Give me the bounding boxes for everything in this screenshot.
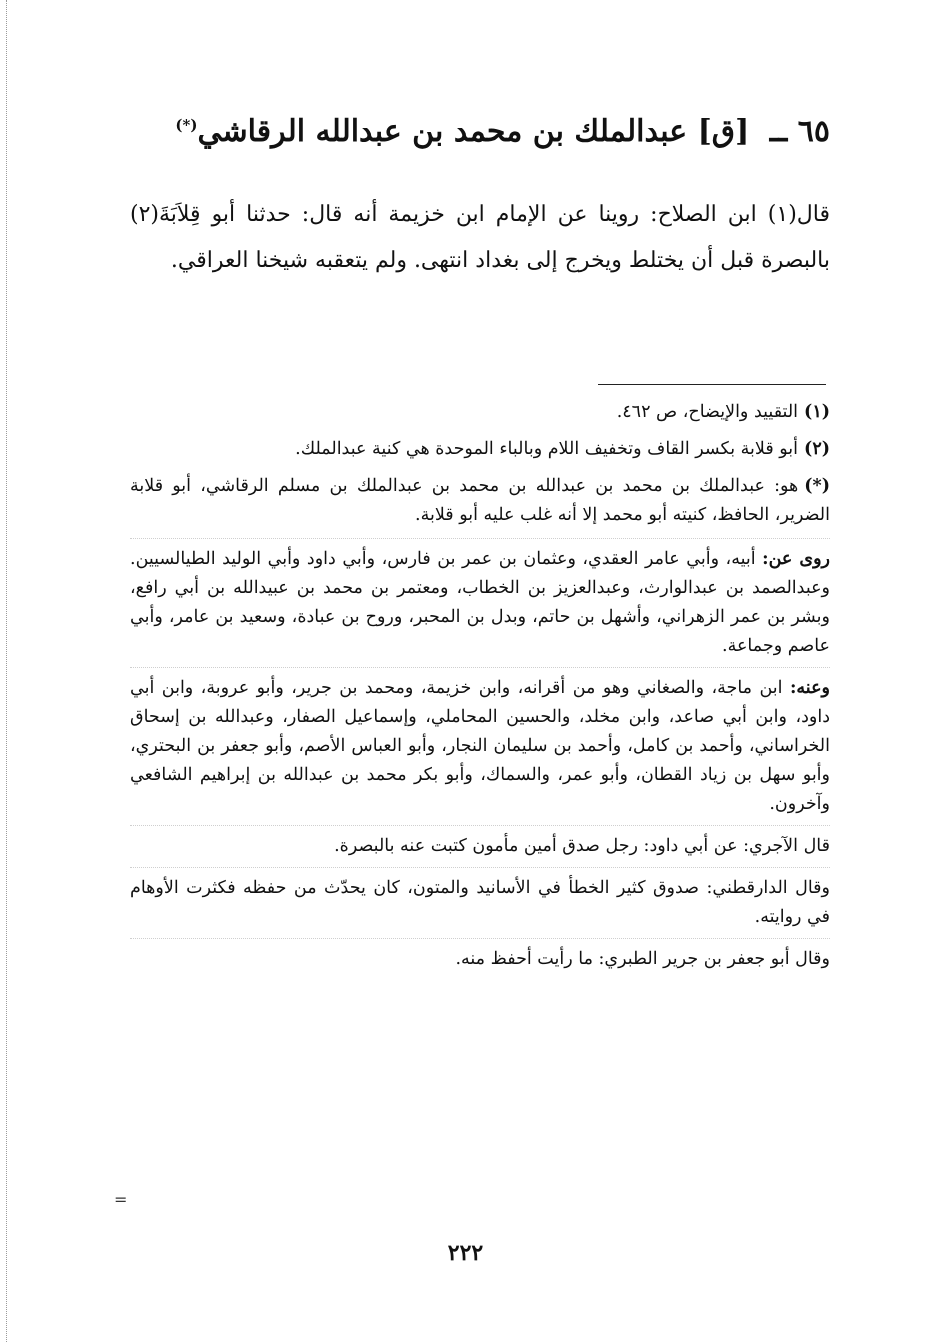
- students-block: [130, 667, 830, 819]
- students-text: ابن ماجة، والصغاني وهو من أقرانه، وابن خزيمة، ومحمد بن جرير، وأبو عروبة، وابن أبي داود، وابن أبي صاعد، وابن مخلد، والحسين المحاملي، وإسماعيل الصفار، وعبدالله بن إسحاق الخراساني، وأحمد بن كامل، وأحمد بن سليمان النجار، وأبو العباس الأصم، وأبو جعفر بن البحتري، وأبو سهل بن زياد القطان، وأبو عمر، والسماك، وأبو بكر محمد بن عبدالله بن إبراهيم الشافعي وآخرون.: [130, 678, 830, 814]
- teachers-lead: روى عن:: [762, 549, 830, 569]
- margin-mark: =: [114, 1190, 128, 1209]
- footnote-1-mark: (١): [804, 402, 830, 422]
- page-number: ٢٢٢: [447, 1240, 484, 1266]
- footnote-2: [130, 435, 830, 464]
- teachers-block: [130, 538, 830, 661]
- quote-daraqutni: وقال الدارقطني: صدوق كثير الخطأ في الأسانيد والمتون، كان يحدّث من حفظه فكثرت الأوهام في روايته.: [130, 867, 830, 932]
- footnote-3-text: هو: عبدالملك بن محمد بن عبدالله بن محمد بن عبدالملك بن مسلم الرقاشي، أبو قلابة الضرير، الحافظ، كنيته أبو محمد إلا أنه غلب عليه أبو قلابة.: [130, 476, 830, 525]
- teachers-text: أبيه، وأبي عامر العقدي، وعثمان بن عمر بن فارس، وأبي داود وأبي الوليد الطيالسيين. وعبدالصمد بن عبدالوارث، وعبدالعزيز بن الخطاب، ومعتمر بن محمد بن عبيدالله بن أبي رافع، وبشر بن عمر الزهراني، وأشهل بن حاتم، وبدل بن المحبر، وروح بن عبادة، وسعيد بن عامر، وأبي عاصم وجماعة.: [130, 549, 830, 656]
- entry-code: [ق]: [697, 114, 750, 149]
- footnotes-section: [130, 398, 830, 974]
- entry-footnote-marker: (*): [175, 116, 198, 134]
- scan-edge-dots: [6, 0, 7, 1342]
- students-lead: وعنه:: [789, 678, 830, 698]
- footnote-separator: [598, 384, 826, 385]
- quote-ajurri: قال الآجري: عن أبي داود: رجل صدق أمين مأمون كتبت عنه بالبصرة.: [130, 825, 830, 861]
- footnote-1-text: التقييد والإيضاح، ص ٤٦٢.: [616, 402, 799, 422]
- footnote-3: [130, 472, 830, 530]
- entry-number: ٦٥ ــ: [769, 114, 830, 149]
- footnote-2-mark: (٢): [804, 439, 830, 459]
- quote-tabari: وقال أبو جعفر بن جرير الطبري: ما رأيت أحفظ منه.: [130, 938, 830, 974]
- main-paragraph: قال(١) ابن الصلاح: روينا عن الإمام ابن خزيمة أنه قال: حدثنا أبو قِلاَبَةَ(٢) بالبصرة قبل أن يختلط ويخرج إلى بغداد انتهى. ولم يتعقبه شيخنا العراقي.: [130, 202, 830, 273]
- footnote-3-mark: (*): [804, 476, 830, 496]
- entry-heading: [130, 100, 830, 157]
- entry-name: عبدالملك بن محمد بن عبدالله الرقاشي: [197, 114, 688, 149]
- footnote-2-text: أبو قلابة بكسر القاف وتخفيف اللام وبالباء الموحدة هي كنية عبدالملك.: [295, 439, 799, 459]
- footnote-1: [130, 398, 830, 427]
